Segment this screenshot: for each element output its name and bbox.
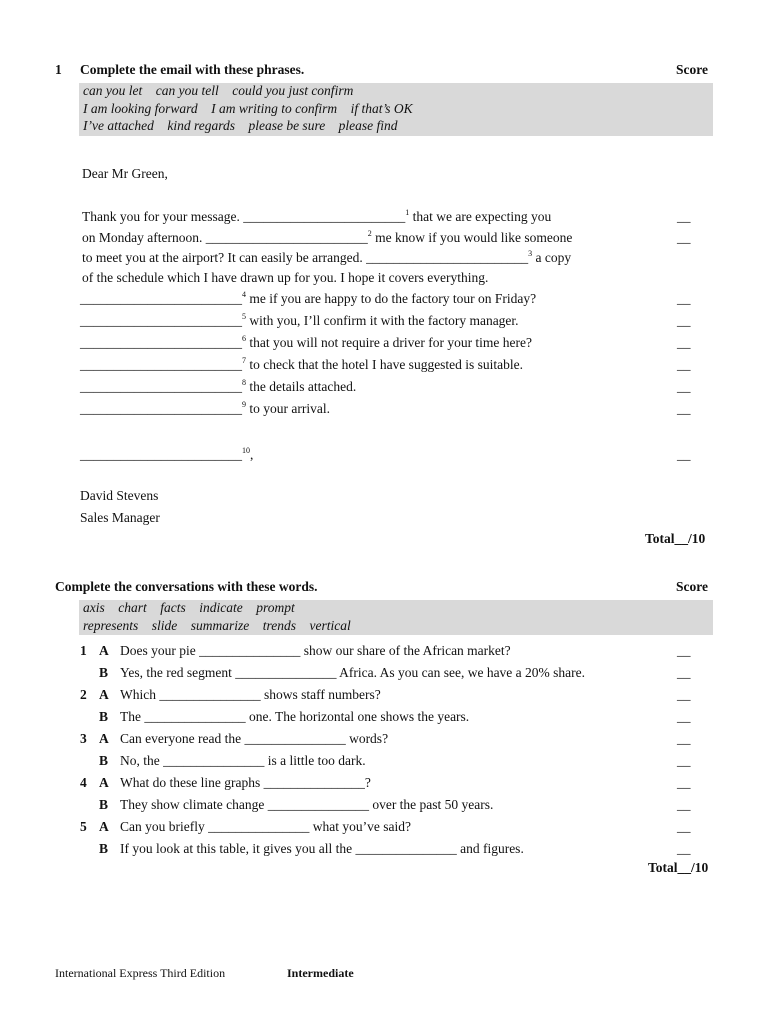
conversation-line: No, the _______________ is a little too dark.	[120, 753, 366, 768]
email-line-continuation: that we are expecting you	[409, 209, 552, 224]
score-mark: __	[677, 819, 691, 834]
score-mark: __	[677, 230, 691, 245]
email-line-text: ________________________	[80, 291, 242, 306]
item-number: 4	[80, 775, 87, 790]
email-line-text: ________________________	[80, 313, 242, 328]
phrase-line: I’ve attached kind regards please be sure please find	[83, 118, 398, 133]
conversation-line: Which _______________ shows staff numbers?	[120, 687, 381, 702]
word-box	[79, 600, 713, 635]
section2-instruction: Complete the conversations with these words.	[55, 579, 318, 594]
item-number: 3	[80, 731, 87, 746]
score-mark: __	[677, 687, 691, 702]
footer-book-title: International Express Third Edition	[55, 966, 226, 980]
phrase-line: I am looking forward I am writing to confirm if that’s OK	[83, 101, 413, 116]
section1-instruction: Complete the email with these phrases.	[80, 62, 305, 77]
score-mark: __	[677, 291, 691, 306]
gap-number: 2	[367, 229, 372, 238]
score-mark: __	[677, 357, 691, 372]
speaker-label: A	[99, 731, 109, 746]
gap-number: 7	[242, 356, 246, 365]
gap-number: 3	[528, 249, 533, 258]
score-mark: __	[677, 643, 691, 658]
email-line	[82, 270, 488, 286]
conversation-line: They show climate change _______________ over the past 50 years.	[120, 797, 494, 812]
email-line	[82, 230, 572, 246]
email-line-continuation: the details attached.	[246, 379, 357, 394]
gap-number: 9	[242, 400, 246, 409]
email-line	[80, 401, 330, 417]
speaker-label: A	[99, 775, 109, 790]
signature-title: Sales Manager	[80, 510, 160, 525]
conversation-line: Does your pie _______________ show our share of the African market?	[120, 643, 511, 658]
word-line: represents slide summarize trends vertical	[83, 618, 351, 633]
speaker-label: B	[99, 709, 109, 724]
conversation-line: The _______________ one. The horizontal one shows the years.	[120, 709, 470, 724]
speaker-label: B	[99, 841, 109, 856]
gap-number: 5	[242, 312, 246, 321]
email-line	[80, 291, 536, 307]
section1-total: Total__/10	[645, 531, 706, 546]
email-line	[82, 250, 571, 266]
email-line-continuation: me know if you would like someone	[371, 230, 573, 245]
gap-number: 1	[405, 208, 410, 217]
section2-total: Total__/10	[648, 860, 709, 875]
email-line-text: ________________________	[80, 357, 242, 372]
email-line-text: ________________________	[80, 379, 242, 394]
email-line	[80, 447, 253, 463]
speaker-label: A	[99, 819, 109, 834]
score-mark: __	[677, 447, 691, 462]
section1-score-label: Score	[676, 62, 708, 77]
email-line-continuation: to check that the hotel I have suggested is suitable.	[246, 357, 524, 372]
speaker-label: A	[99, 643, 109, 658]
conversation-line: Yes, the red segment _______________ Africa. As you can see, we have a 20% share.	[120, 665, 586, 680]
section1-number: 1	[55, 62, 62, 77]
email-line-text: ________________________	[80, 335, 242, 350]
score-mark: __	[677, 841, 691, 856]
conversation-line: What do these line graphs _______________?	[120, 775, 371, 790]
phrase-line: can you let can you tell could you just confirm	[83, 83, 354, 98]
gap-number: 6	[242, 334, 246, 343]
score-mark: __	[677, 797, 691, 812]
email-line-text: ________________________	[80, 447, 242, 462]
conversation-line: If you look at this table, it gives you all the _______________ and figures.	[120, 841, 524, 856]
email-line-continuation: with you, I’ll confirm it with the factory manager.	[246, 313, 519, 328]
email-line-text: Thank you for your message. ________________________	[82, 209, 406, 224]
item-number: 1	[80, 643, 87, 658]
word-line: axis chart facts indicate prompt	[83, 600, 295, 615]
score-mark: __	[677, 775, 691, 790]
email-line	[80, 379, 356, 395]
footer-level: Intermediate	[287, 966, 354, 980]
score-mark: __	[677, 209, 691, 224]
email-line-continuation: to your arrival.	[246, 401, 330, 416]
email-line-continuation: ,	[250, 447, 254, 462]
gap-number: 10	[242, 446, 250, 455]
email-line-text: to meet you at the airport? It can easily be arranged. ________________________	[82, 250, 529, 265]
email-line-continuation: that you will not require a driver for your time here?	[246, 335, 533, 350]
speaker-label: B	[99, 753, 109, 768]
score-mark: __	[677, 313, 691, 328]
email-line-text: of the schedule which I have drawn up for you. I hope it covers everything.	[82, 270, 489, 285]
score-mark: __	[677, 753, 691, 768]
gap-number: 8	[242, 378, 246, 387]
score-mark: __	[677, 401, 691, 416]
section2-score-label: Score	[676, 579, 708, 594]
score-mark: __	[677, 665, 691, 680]
email-line	[80, 335, 532, 351]
email-line-continuation: me if you are happy to do the factory tour on Friday?	[246, 291, 537, 306]
conversation-line: Can you briefly _______________ what you’ve said?	[120, 819, 411, 834]
score-mark: __	[677, 379, 691, 394]
email-line-continuation: a copy	[532, 250, 572, 265]
email-line	[80, 357, 523, 373]
email-line	[82, 209, 551, 225]
email-line-text: ________________________	[80, 401, 242, 416]
phrase-box	[79, 83, 713, 136]
item-number: 5	[80, 819, 87, 834]
email-greeting: Dear Mr Green,	[82, 166, 168, 181]
conversation-line: Can everyone read the _______________ words?	[120, 731, 389, 746]
score-mark: __	[677, 335, 691, 350]
speaker-label: B	[99, 797, 109, 812]
item-number: 2	[80, 687, 87, 702]
email-line	[80, 313, 519, 329]
speaker-label: A	[99, 687, 109, 702]
email-line-text: on Monday afternoon. ________________________	[82, 230, 368, 245]
speaker-label: B	[99, 665, 109, 680]
signature-name: David Stevens	[80, 488, 159, 503]
score-mark: __	[677, 731, 691, 746]
score-mark: __	[677, 709, 691, 724]
gap-number: 4	[242, 290, 246, 299]
